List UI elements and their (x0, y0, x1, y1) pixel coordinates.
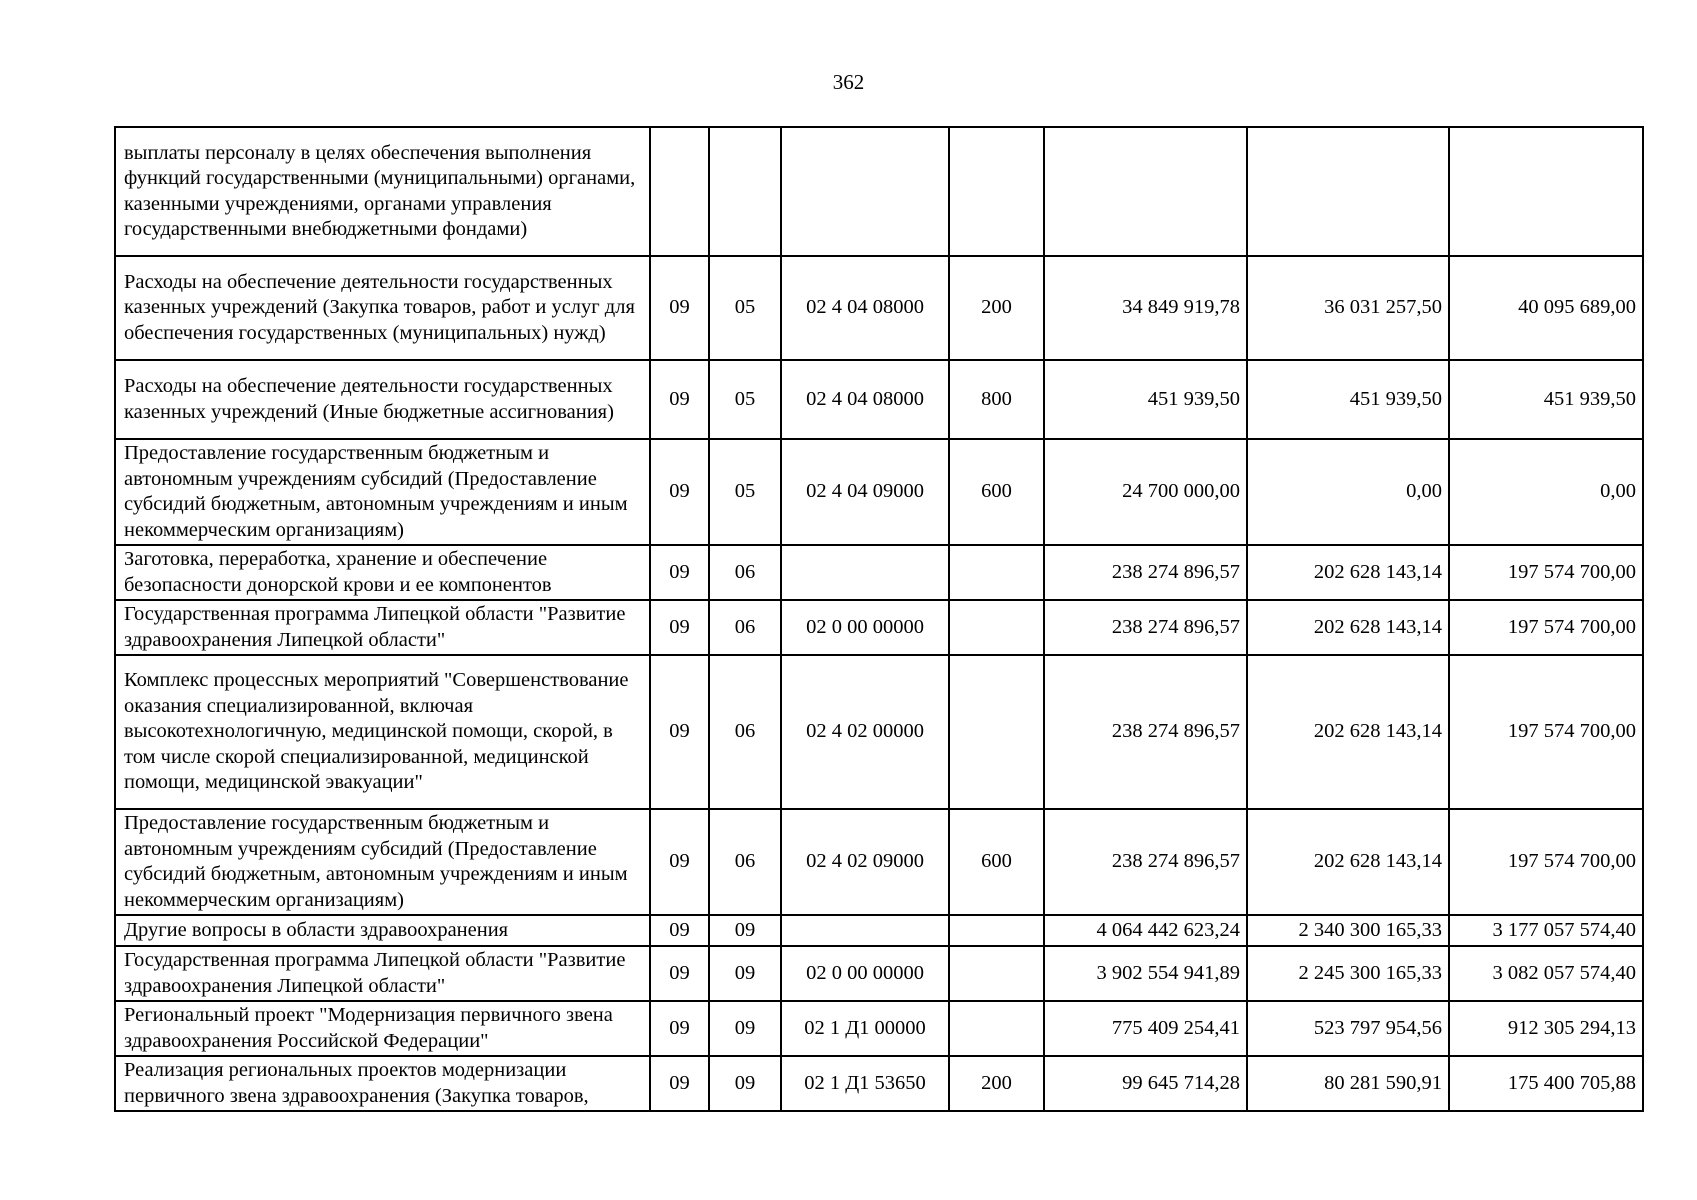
cell-amount-year-1: 24 700 000,00 (1044, 439, 1247, 545)
cell-target-article: 02 1 Д1 53650 (781, 1056, 949, 1111)
cell-name: Заготовка, переработка, хранение и обеспечение безопасности донорской крови и ее компонентов (115, 545, 650, 600)
cell-section: 09 (650, 809, 709, 915)
budget-table (114, 126, 1644, 1112)
cell-amount-year-2: 451 939,50 (1247, 360, 1449, 439)
table-row (115, 439, 1643, 545)
cell-subsection (709, 127, 781, 256)
cell-target-article (781, 915, 949, 946)
cell-section: 09 (650, 360, 709, 439)
cell-target-article: 02 4 04 08000 (781, 360, 949, 439)
cell-amount-year-1 (1044, 127, 1247, 256)
cell-section: 09 (650, 915, 709, 946)
cell-subsection: 09 (709, 915, 781, 946)
cell-subsection: 05 (709, 439, 781, 545)
cell-expense-type (949, 127, 1044, 256)
cell-expense-type (949, 545, 1044, 600)
cell-amount-year-3: 197 574 700,00 (1449, 545, 1643, 600)
cell-section: 09 (650, 1056, 709, 1111)
cell-amount-year-2: 36 031 257,50 (1247, 256, 1449, 360)
cell-target-article: 02 1 Д1 00000 (781, 1001, 949, 1056)
cell-expense-type (949, 655, 1044, 809)
cell-amount-year-2: 0,00 (1247, 439, 1449, 545)
cell-name: Расходы на обеспечение деятельности государственных казенных учреждений (Закупка товаров, работ и услуг для обеспечения государственных (муниципальных) нужд) (115, 256, 650, 360)
cell-amount-year-3: 3 082 057 574,40 (1449, 946, 1643, 1001)
table-row (115, 1001, 1643, 1056)
cell-section: 09 (650, 545, 709, 600)
cell-amount-year-2: 80 281 590,91 (1247, 1056, 1449, 1111)
table-row (115, 809, 1643, 915)
cell-target-article: 02 0 00 00000 (781, 946, 949, 1001)
cell-section: 09 (650, 946, 709, 1001)
table-row (115, 915, 1643, 946)
cell-amount-year-3: 451 939,50 (1449, 360, 1643, 439)
cell-amount-year-3: 40 095 689,00 (1449, 256, 1643, 360)
cell-target-article: 02 4 04 08000 (781, 256, 949, 360)
cell-amount-year-2: 523 797 954,56 (1247, 1001, 1449, 1056)
cell-name: Предоставление государственным бюджетным и автономным учреждениям субсидий (Предоставление субсидий бюджетным, автономным учреждениям и иным некоммерческим организациям) (115, 439, 650, 545)
cell-amount-year-3: 175 400 705,88 (1449, 1056, 1643, 1111)
cell-target-article (781, 545, 949, 600)
cell-target-article: 02 0 00 00000 (781, 600, 949, 655)
cell-subsection: 06 (709, 545, 781, 600)
cell-subsection: 06 (709, 809, 781, 915)
cell-expense-type: 600 (949, 809, 1044, 915)
cell-name: Комплекс процессных мероприятий "Совершенствование оказания специализированной, включая высокотехнологичную, медицинской помощи, скорой, в том числе скорой специализированной, медицинской помощи, медицинской эвакуации" (115, 655, 650, 809)
cell-amount-year-1: 238 274 896,57 (1044, 655, 1247, 809)
cell-amount-year-2: 202 628 143,14 (1247, 545, 1449, 600)
cell-subsection: 06 (709, 600, 781, 655)
cell-section: 09 (650, 600, 709, 655)
cell-name: Региональный проект "Модернизация первичного звена здравоохранения Российской Федерации" (115, 1001, 650, 1056)
cell-expense-type (949, 946, 1044, 1001)
cell-amount-year-3: 197 574 700,00 (1449, 655, 1643, 809)
cell-amount-year-3 (1449, 127, 1643, 256)
table-row (115, 655, 1643, 809)
cell-amount-year-2: 2 245 300 165,33 (1247, 946, 1449, 1001)
cell-expense-type (949, 915, 1044, 946)
table-row (115, 545, 1643, 600)
cell-name: Другие вопросы в области здравоохранения (115, 915, 650, 946)
cell-amount-year-1: 99 645 714,28 (1044, 1056, 1247, 1111)
cell-amount-year-2: 202 628 143,14 (1247, 809, 1449, 915)
table-row (115, 256, 1643, 360)
cell-amount-year-2: 202 628 143,14 (1247, 600, 1449, 655)
cell-subsection: 09 (709, 1056, 781, 1111)
cell-section: 09 (650, 256, 709, 360)
cell-amount-year-3: 3 177 057 574,40 (1449, 915, 1643, 946)
table-row (115, 360, 1643, 439)
cell-amount-year-1: 238 274 896,57 (1044, 809, 1247, 915)
cell-amount-year-1: 3 902 554 941,89 (1044, 946, 1247, 1001)
cell-section: 09 (650, 655, 709, 809)
table-row (115, 127, 1643, 256)
cell-subsection: 05 (709, 360, 781, 439)
cell-expense-type: 200 (949, 256, 1044, 360)
cell-section: 09 (650, 1001, 709, 1056)
cell-amount-year-3: 0,00 (1449, 439, 1643, 545)
table-row (115, 946, 1643, 1001)
cell-name: Государственная программа Липецкой области "Развитие здравоохранения Липецкой области" (115, 946, 650, 1001)
cell-subsection: 06 (709, 655, 781, 809)
cell-amount-year-2: 202 628 143,14 (1247, 655, 1449, 809)
cell-amount-year-2 (1247, 127, 1449, 256)
cell-subsection: 09 (709, 1001, 781, 1056)
cell-expense-type (949, 1001, 1044, 1056)
cell-target-article: 02 4 02 09000 (781, 809, 949, 915)
budget-table-body (115, 127, 1643, 1111)
cell-expense-type (949, 600, 1044, 655)
cell-amount-year-1: 4 064 442 623,24 (1044, 915, 1247, 946)
cell-target-article (781, 127, 949, 256)
cell-name: Государственная программа Липецкой области "Развитие здравоохранения Липецкой области" (115, 600, 650, 655)
cell-section: 09 (650, 439, 709, 545)
cell-target-article: 02 4 04 09000 (781, 439, 949, 545)
cell-amount-year-1: 238 274 896,57 (1044, 545, 1247, 600)
cell-amount-year-3: 197 574 700,00 (1449, 600, 1643, 655)
cell-subsection: 09 (709, 946, 781, 1001)
cell-name: Предоставление государственным бюджетным и автономным учреждениям субсидий (Предоставление субсидий бюджетным, автономным учреждениям и иным некоммерческим организациям) (115, 809, 650, 915)
cell-expense-type: 200 (949, 1056, 1044, 1111)
cell-subsection: 05 (709, 256, 781, 360)
cell-amount-year-3: 197 574 700,00 (1449, 809, 1643, 915)
cell-amount-year-3: 912 305 294,13 (1449, 1001, 1643, 1056)
table-row (115, 600, 1643, 655)
cell-expense-type: 600 (949, 439, 1044, 545)
table-row (115, 1056, 1643, 1111)
cell-amount-year-2: 2 340 300 165,33 (1247, 915, 1449, 946)
cell-name: Расходы на обеспечение деятельности государственных казенных учреждений (Иные бюджетные ассигнования) (115, 360, 650, 439)
cell-target-article: 02 4 02 00000 (781, 655, 949, 809)
cell-amount-year-1: 238 274 896,57 (1044, 600, 1247, 655)
cell-amount-year-1: 775 409 254,41 (1044, 1001, 1247, 1056)
cell-name: Реализация региональных проектов модернизации первичного звена здравоохранения (Закупка товаров, (115, 1056, 650, 1111)
cell-name: выплаты персоналу в целях обеспечения выполнения функций государственными (муниципальными) органами, казенными учреждениями, органами управления государственными внебюджетными фондами) (115, 127, 650, 256)
cell-amount-year-1: 451 939,50 (1044, 360, 1247, 439)
page-number: 362 (832, 70, 865, 94)
cell-amount-year-1: 34 849 919,78 (1044, 256, 1247, 360)
cell-section (650, 127, 709, 256)
cell-expense-type: 800 (949, 360, 1044, 439)
